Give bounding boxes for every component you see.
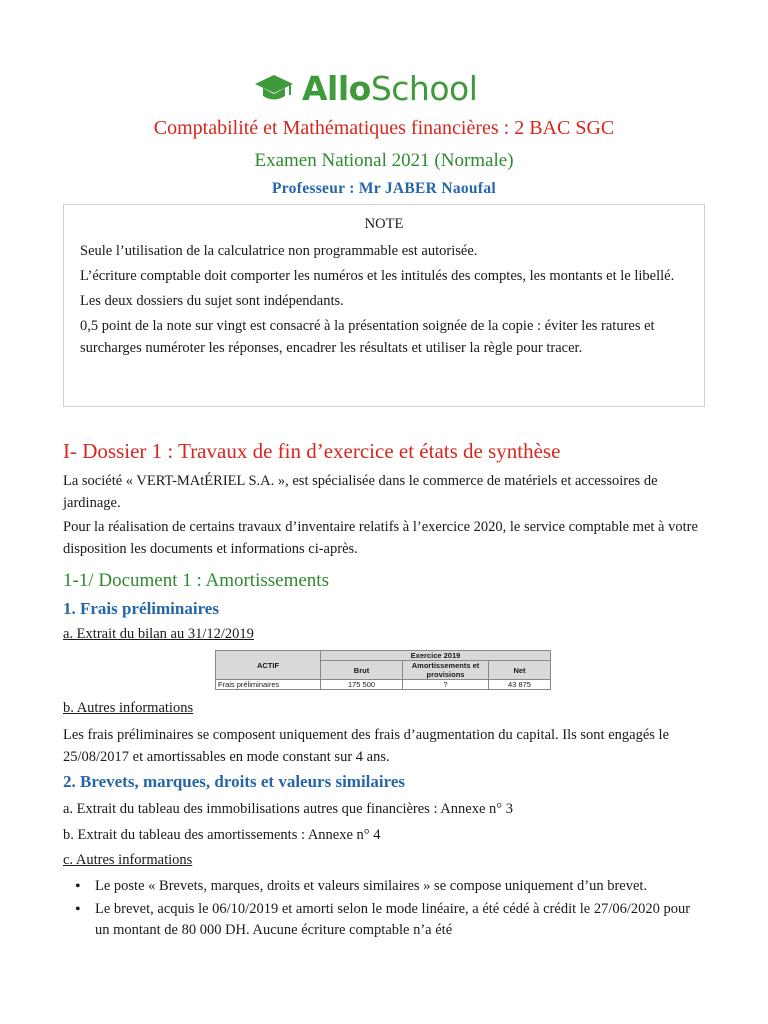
logo-text-bold: Allo (302, 68, 371, 108)
annex-4-line: b. Extrait du tableau des amortissements : Annexe n° 4 (63, 827, 381, 843)
graduation-cap-icon (254, 73, 294, 103)
note-line: Les deux dossiers du sujet sont indépendants. (80, 293, 344, 309)
professor-name: Professeur : Mr JABER Naoufal (272, 180, 496, 197)
bilan-extract-label: a. Extrait du bilan au 31/12/2019 (63, 626, 254, 642)
table-header-amort: Amortissements et provisions (403, 661, 489, 680)
exam-title: Examen National 2021 (Normale) (254, 150, 514, 171)
table-header-actif: ACTIF (216, 651, 321, 680)
section1-intro-2: Pour la réalisation de certains travaux d’inventaire relatifs à l’exercice 2020, le service comptable met à votre disposition les documents et informations ci-après. (63, 519, 698, 557)
list-item: • Le brevet, acquis le 06/10/2019 et amorti selon le mode linéaire, a été cédé à crédit le 27/06/2020 pour un montant de 80 000 DH. Aucune écriture comptable n’a été (63, 899, 703, 941)
note-box (63, 204, 705, 407)
frais-preliminaires-heading: 1. Frais préliminaires (63, 599, 219, 618)
table-header-exercice: Exercice 2019 (321, 651, 551, 661)
brevets-info-list (63, 876, 703, 943)
brevets-heading: 2. Brevets, marques, droits et valeurs similaires (63, 772, 406, 791)
document1-heading: 1-1/ Document 1 : Amortissements (63, 570, 329, 591)
table-cell: ? (403, 680, 489, 690)
logo-text-light: School (370, 68, 478, 108)
bilan-table (215, 650, 551, 690)
other-info-label: b. Autres informations (63, 700, 194, 716)
table-cell: 175 500 (321, 680, 403, 690)
section1-intro-1: La société « VERT-MAtÉRIEL S.A. », est spécialisée dans le commerce de matériels et accessoires de jardinage. (63, 473, 658, 511)
section1-heading: I- Dossier 1 : Travaux de fin d’exercice et états de synthèse (63, 439, 561, 463)
note-line: L’écriture comptable doit comporter les numéros et les intitulés des comptes, les montants et le libellé. (80, 268, 675, 284)
table-cell: Frais préliminaires (216, 680, 321, 690)
table-row (216, 680, 551, 690)
alloschool-logo (254, 66, 477, 110)
annex-3-line: a. Extrait du tableau des immobilisations autres que financières : Annexe n° 3 (63, 801, 513, 817)
table-header-net: Net (489, 661, 551, 680)
note-title: NOTE (364, 216, 404, 232)
note-line: Seule l’utilisation de la calculatrice non programmable est autorisée. (80, 243, 478, 259)
frais-preliminaires-text: Les frais préliminaires se composent uniquement des frais d’augmentation du capital. Ils sont engagés le 25/08/2017 et amortissables en mode constant sur 4 ans. (63, 727, 670, 765)
subject-title: Comptabilité et Mathématiques financières : 2 BAC SGC (153, 117, 615, 139)
list-item: • Le poste « Brevets, marques, droits et valeurs similaires » se compose uniquement d’un brevet. (63, 876, 703, 897)
table-cell: 43 875 (489, 680, 551, 690)
note-line: 0,5 point de la note sur vingt est consacré à la présentation soignée de la copie : éviter les ratures et surcharges numéroter les réponses, encadrer les résultats et utiliser la règle pour tracer. (80, 318, 655, 356)
table-header-brut: Brut (321, 661, 403, 680)
brevets-other-info-label: c. Autres informations (63, 852, 193, 868)
